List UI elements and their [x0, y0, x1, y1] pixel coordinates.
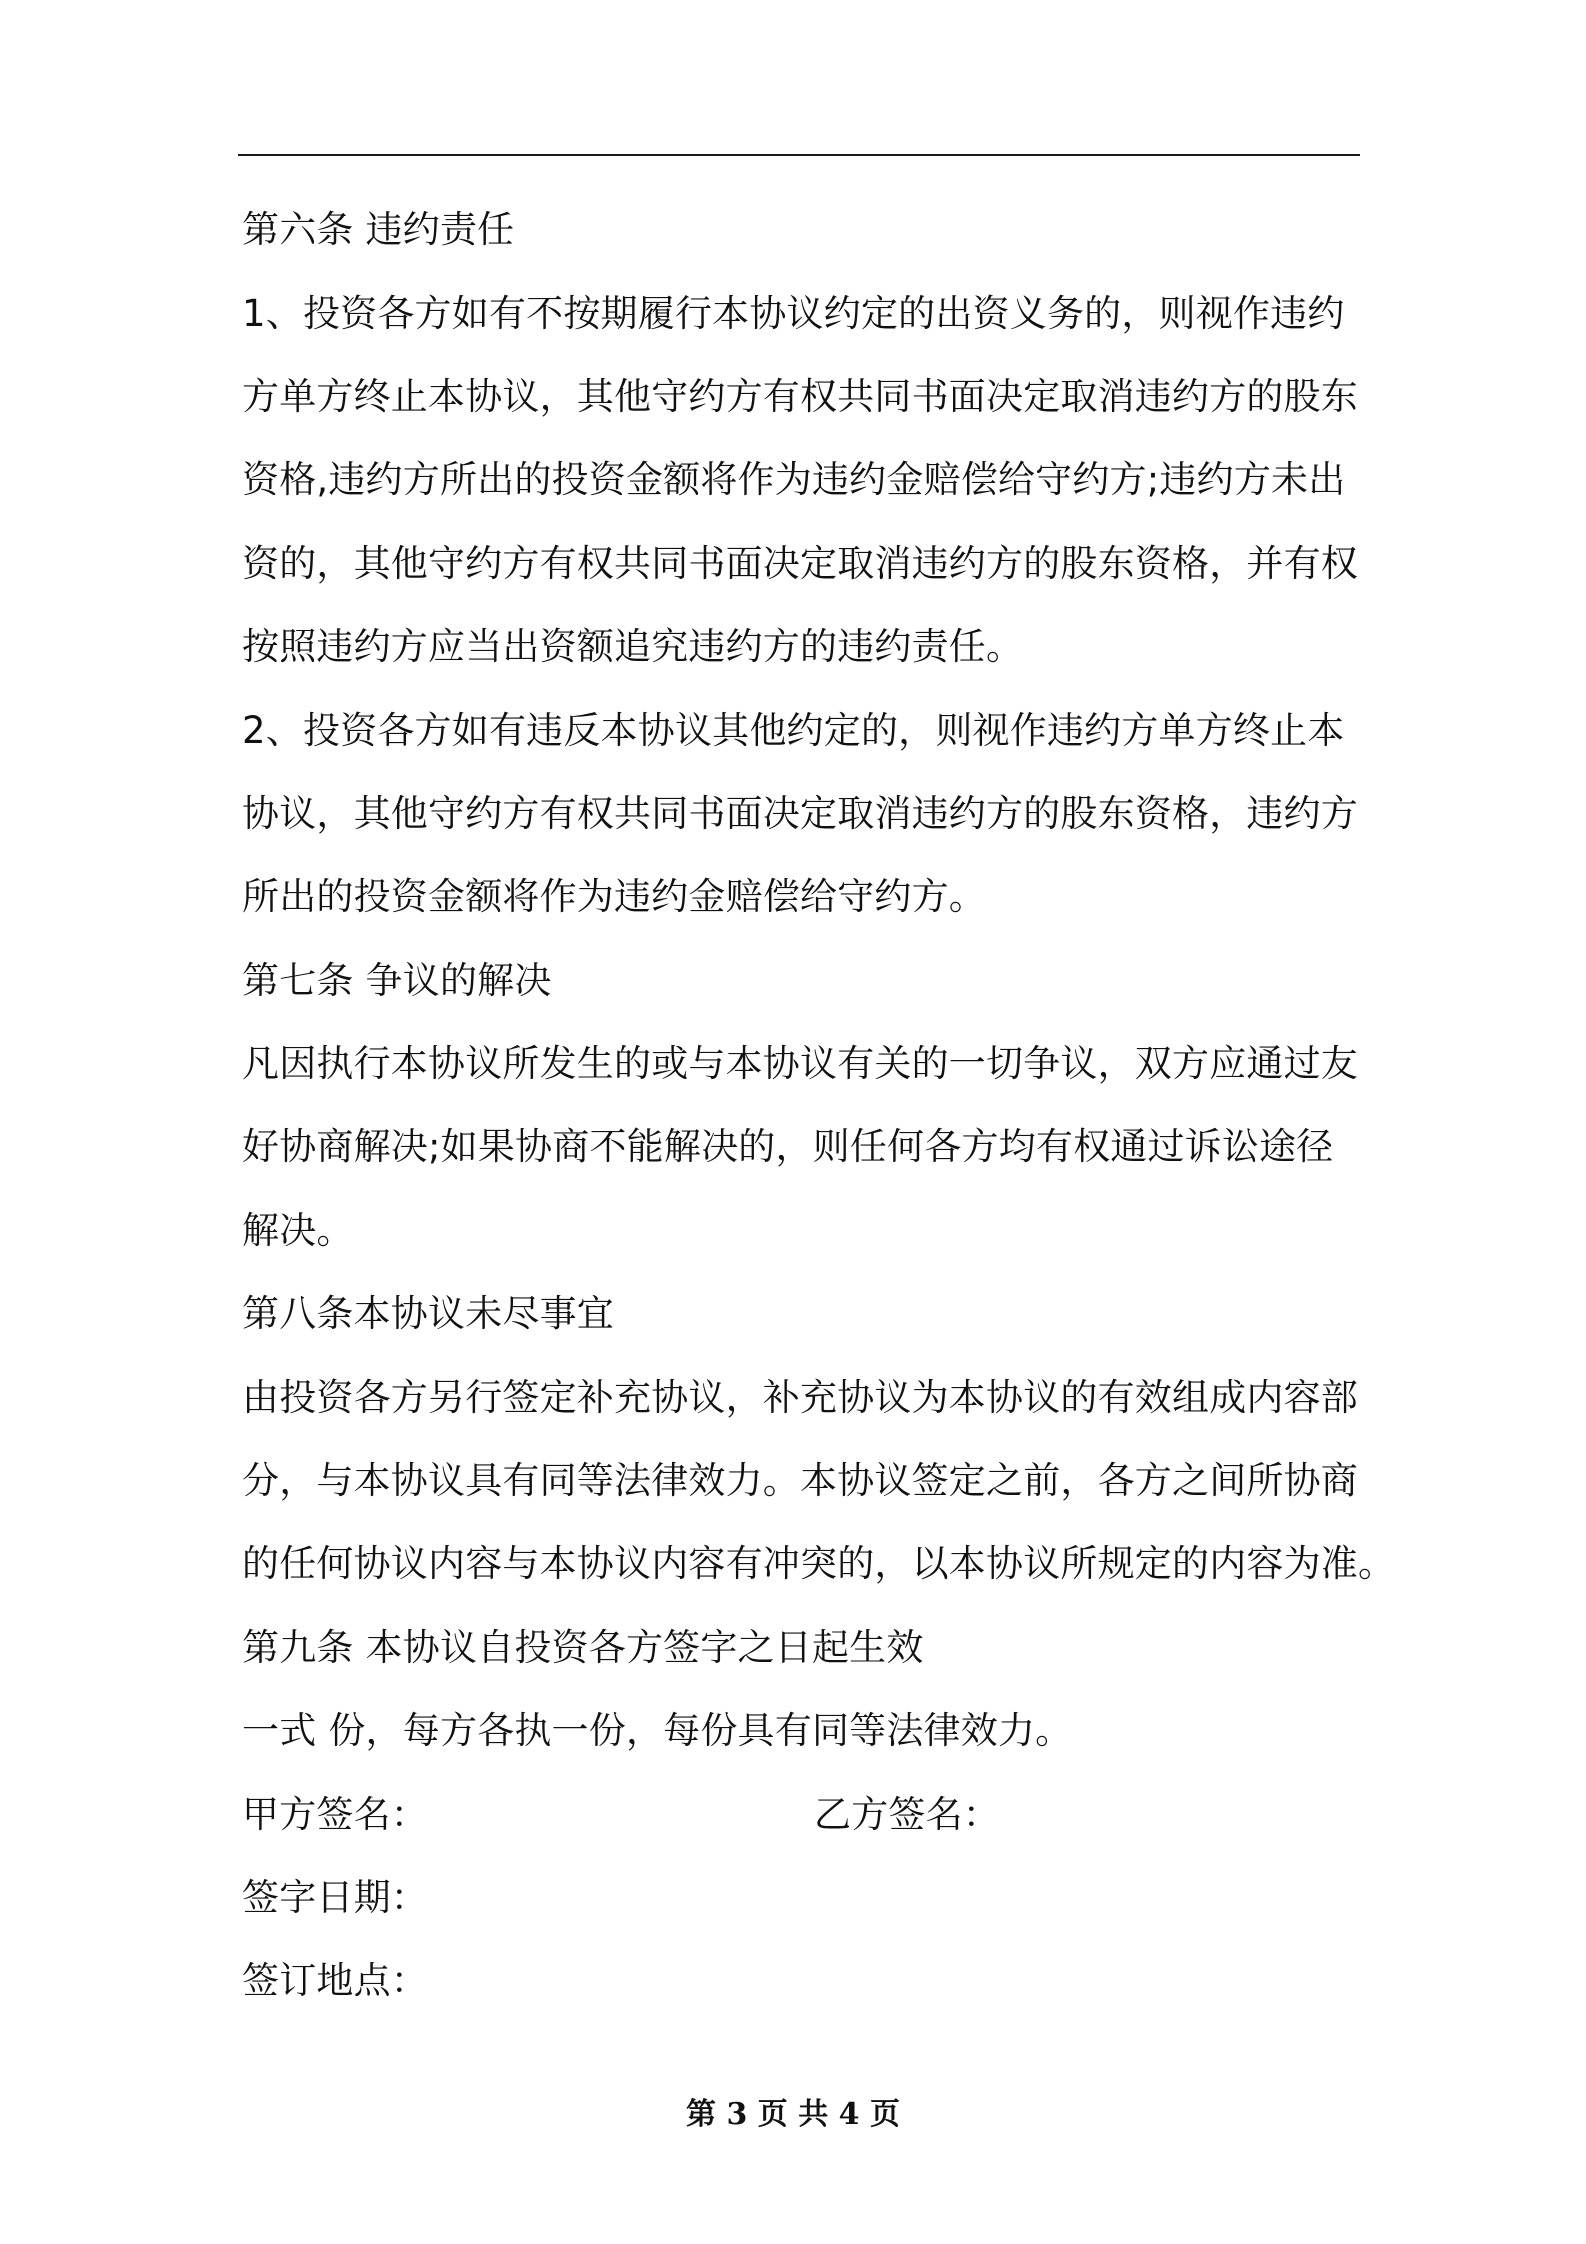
- article-7-heading: 第七条 争议的解决: [242, 959, 552, 1002]
- signature-row: [242, 1791, 1000, 1839]
- paragraph-line: 协议，其他守约方有权共同书面决定取消违约方的股东资格，违约方: [242, 792, 1358, 835]
- paragraph-line: 一式 份，每方各执一份，每份具有同等法律效力。: [242, 1709, 1073, 1752]
- paragraph-line: 所出的投资金额将作为违约金赔偿给守约方。: [242, 875, 986, 918]
- page-number-footer: 第 3 页 共 4 页: [686, 2097, 900, 2132]
- party-a-signature-label: 甲方签名：: [242, 1793, 428, 1836]
- paragraph-line: 资的，其他守约方有权共同书面决定取消违约方的股东资格，并有权: [242, 542, 1358, 585]
- paragraph-line: 1、投资各方如有不按期履行本协议约定的出资义务的，则视作违约: [242, 292, 1345, 335]
- paragraph-line: 解决。: [242, 1209, 354, 1252]
- header-rule: [238, 154, 1360, 156]
- signing-place-label: 签订地点：: [242, 1959, 428, 2002]
- party-b-signature-label: 乙方签名：: [814, 1793, 1000, 1836]
- article-9-heading: 第九条 本协议自投资各方签字之日起生效: [242, 1626, 924, 1669]
- paragraph-line: 好协商解决;如果协商不能解决的，则任何各方均有权通过诉讼途径: [242, 1125, 1334, 1168]
- paragraph-line: 按照违约方应当出资额追究违约方的违约责任。: [242, 625, 1024, 668]
- paragraph-line: 资格,违约方所出的投资金额将作为违约金赔偿给守约方;违约方未出: [242, 458, 1346, 501]
- article-6-heading: 第六条 违约责任: [242, 208, 515, 251]
- paragraph-line: 2、投资各方如有违反本协议其他约定的，则视作违约方单方终止本: [242, 709, 1345, 752]
- paragraph-line: 凡因执行本协议所发生的或与本协议有关的一切争议，双方应通过友: [242, 1042, 1358, 1085]
- article-8-heading: 第八条本协议未尽事宜: [242, 1292, 614, 1335]
- paragraph-line: 分，与本协议具有同等法律效力。本协议签定之前，各方之间所协商: [242, 1459, 1358, 1502]
- paragraph-line: 由投资各方另行签定补充协议，补充协议为本协议的有效组成内容部: [242, 1376, 1358, 1419]
- signing-date-label: 签字日期：: [242, 1876, 428, 1919]
- paragraph-line: 的任何协议内容与本协议内容有冲突的，以本协议所规定的内容为准。: [242, 1542, 1396, 1585]
- paragraph-line: 方单方终止本协议，其他守约方有权共同书面决定取消违约方的股东: [242, 375, 1358, 418]
